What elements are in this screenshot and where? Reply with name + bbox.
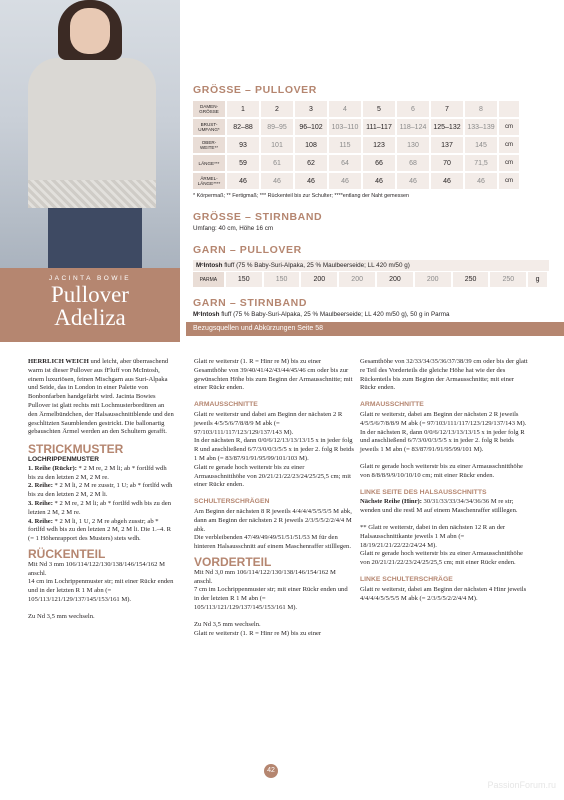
- intro-text: und leicht, aber überraschend warm ist dieser Pullover aus fFluff von McIntosh, einem luxuriösen, feinen Mischgarn aus Suri-Alpaka und Seide, das in London in einer Palette von Bonbonfarben handgefärbt wird. Jacinta Bowies Pullover ist glatt rechts mit Lochmusterbordüren an den Ärmelbündchen, der Halsausschnittblende und den geschlitzten Saumblenden gestrickt. Die ballonartig gebauschten Ärmel werden an den Schultern gerafft.: [28, 358, 174, 436]
- paragraph: ** Glatt re weiterstr, dabei in den nächsten 12 R an der Halsausschnittkante jeweils 1 M abn (= 18/19/21/21/22/22/24/24 M).: [360, 523, 506, 549]
- cell: 46: [397, 173, 429, 189]
- model-photo: [0, 0, 180, 268]
- table-row: [193, 119, 519, 135]
- cell: 1: [227, 101, 259, 117]
- cell: 64: [329, 155, 361, 171]
- cell: 6: [397, 101, 429, 117]
- section-heading: RÜCKENTEIL: [28, 546, 106, 561]
- cell: 70: [431, 155, 463, 171]
- cell: 200: [339, 272, 375, 287]
- paragraph: 14 cm im Lochrippenmuster str; mit einer Rückr enden und in der letzten R 1 M abn (= 105/113/121/129/137/145/153/161 M).: [28, 578, 174, 603]
- yarn-desc-text: fluff (75 % Baby-Suri-Alpaka, 25 % Maulbeerseide; LL 420 m/50 g), 50 g in Parma: [219, 311, 450, 318]
- cell: 103–110: [329, 119, 361, 135]
- unit-cell: g: [528, 272, 547, 287]
- cell: 66: [363, 155, 395, 171]
- source-bar: Bezugsquellen und Abkürzungen Seite 58: [186, 322, 564, 336]
- row-label: BRUST-UMFANG*: [193, 119, 225, 135]
- yarn-pullover-heading: GARN – PULLOVER: [193, 244, 302, 256]
- table-row: [193, 272, 547, 287]
- subsection-heading: LINKE SCHULTERSCHRÄGE: [360, 575, 453, 583]
- cell: 5: [363, 101, 395, 117]
- row-label: 4. Reihe:: [28, 517, 53, 525]
- cell: 150: [264, 272, 300, 287]
- size-heading: GRÖSSE – PULLOVER: [193, 84, 317, 96]
- cell: 59: [227, 155, 259, 171]
- headband-size-heading: GRÖSSE – STIRNBAND: [193, 211, 323, 223]
- yarn-desc-text: fluff (75 % Baby-Suri-Alpaka, 25 % Maulbeerseide; LL 420 m/50 g): [222, 262, 410, 269]
- intro-lead: HERRLICH WEICH: [28, 358, 89, 365]
- cell: 4: [329, 101, 361, 117]
- row-text: * 2 M re, 2 M li; ab * fortlfd wdh bis zu den letzten 2 M, 2 M re.: [28, 464, 167, 481]
- yarn-headband-heading: GARN – STIRNBAND: [193, 297, 308, 309]
- yarn-pullover-desc: [193, 260, 549, 271]
- yarn-brand: MᶜIntosh: [196, 262, 223, 269]
- cell: 61: [261, 155, 293, 171]
- paragraph: Glatt re gerade hoch weiterstr bis zu einer Armausschnitthöhe von 8/8/8/9/9/10/10/10 cm; mit einer Rückr enden.: [360, 462, 523, 479]
- yarn-brand: MᶜIntosh: [193, 311, 220, 318]
- size-table: [191, 99, 521, 191]
- row-text: 30/31/33/33/34/34/36/36 M re str; wenden und die restl M auf einem Maschenraffer stilllegen.: [360, 498, 518, 515]
- row-text: * 2 M li, 1 U, 2 M re abgeh zusstr; ab * fortlfd wdh bis zu den letzten 2 M, 2 M li. Die 1.–4. R (= 1 Höhenrapport des Musters) stets wdh.: [28, 517, 172, 543]
- row-label: Nächste Reihe (Hinr):: [360, 498, 422, 506]
- unit-cell: cm: [499, 173, 519, 189]
- cell: 7: [431, 101, 463, 117]
- cell: 46: [295, 173, 327, 189]
- cell: 101: [261, 137, 293, 153]
- cell: 125–132: [431, 119, 463, 135]
- paragraph: Glatt re gerade hoch weiterstr bis zu einer Armausschnitthöhe von 20/21/21/22/23/24/25/25,5 cm; mit einer Rückr enden.: [194, 463, 351, 489]
- cell: 71,5: [465, 155, 497, 171]
- cell: 200: [415, 272, 451, 287]
- section-heading: VORDERTEIL: [194, 554, 272, 569]
- text-column-2: [194, 358, 354, 646]
- row-label: 3. Reihe:: [28, 499, 53, 507]
- cell: 111–117: [363, 119, 395, 135]
- watermark: PassionForum.ru: [487, 780, 556, 790]
- text-column-1: [28, 358, 174, 630]
- subsection-heading: ARMAUSSCHNITTE: [194, 401, 258, 409]
- lace-hem-shape: [28, 180, 156, 208]
- row-label: DAMEN-GRÖSSE: [193, 101, 225, 117]
- page-number: 42: [264, 764, 278, 778]
- subsection-heading: ARMAUSSCHNITTE: [360, 401, 424, 409]
- subsection-heading: LOCHRIPPENMUSTER: [28, 455, 100, 463]
- cell: 96–102: [295, 119, 327, 135]
- cell: 68: [397, 155, 429, 171]
- row-instruction: [28, 482, 174, 500]
- unit-cell: cm: [499, 155, 519, 171]
- cell: 89–95: [261, 119, 293, 135]
- cell: 8: [465, 101, 497, 117]
- paragraph: Glatt re gerade hoch weiterstr bis zu einer Armausschnitthöhe von 20/21/21/22/23/24/25/25,5 cm; mit einer Rückr enden.: [360, 550, 523, 567]
- cell: 3: [295, 101, 327, 117]
- row-label: LÄNGE***: [193, 155, 225, 171]
- unit-cell: cm: [499, 119, 519, 135]
- table-row: [193, 155, 519, 171]
- pattern-title-line1: Pullover: [51, 282, 129, 307]
- cell: 200: [377, 272, 413, 287]
- paragraph: Zu Nd 3,5 mm wechseln.: [28, 612, 95, 620]
- cell: 46: [227, 173, 259, 189]
- paragraph: Gesamthöhe von 32/33/34/35/36/37/38/39 cm oder bis der glatt re Teil des Vorderteils die gleiche Höhe hat wie der des Rückenteils bis zum Beginn der Armausschnitte; mit einer Rückr enden.: [360, 358, 528, 392]
- size-panel: [193, 84, 549, 318]
- paragraph: Glatt re weiterstr, dabei am Beginn der nächsten 2 R jeweils 4/5/5/6/7/8/8/9 M abk (= 97/103/111/117/123/129/137/143 M).: [360, 410, 527, 427]
- paragraph: Glatt re weiterstr (1. R = Hinr re M) bis zu einer Gesamthöhe von 39/40/41/42/43/44/45/46 cm oder bis zur gewünschten Höhe bis zum Beginn der Armausschnitte; mit einer Rückr enden.: [194, 358, 353, 392]
- table-row: [193, 101, 519, 117]
- paragraph: Zu Nd 3,5 mm wechseln.: [194, 620, 261, 628]
- paragraph: Mit Nd 3,0 mm 106/114/122/130/138/146/154/162 M anschl.: [194, 568, 336, 585]
- row-text: * 2 M re, 2 M li; ab * fortlfd wdh bis zu den letzten 2 M, 2 M re.: [28, 499, 172, 516]
- paragraph: In der nächsten R, dann 0/0/6/12/13/13/13/15 x in jeder folg R und anschließend 6/7/3/0/0/3/5/5 x in jeder 2. folg R beids 1 M abn (= 83/87/91/91/95/99/101/103 M).: [194, 437, 354, 462]
- paragraph: [360, 498, 530, 516]
- cell: 123: [363, 137, 395, 153]
- subsection-heading: LINKE SEITE DES HALSAUSSCHNITTS: [360, 488, 487, 496]
- cell: 46: [261, 173, 293, 189]
- section-heading: STRICKMUSTER: [28, 442, 124, 457]
- headband-size-text: Umfang: 40 cm, Höhe 16 cm: [193, 225, 274, 232]
- cell: 250: [453, 272, 489, 287]
- cell: 46: [465, 173, 497, 189]
- text-column-3: [360, 358, 530, 611]
- cell: 2: [261, 101, 293, 117]
- row-instruction: [28, 518, 174, 544]
- yarn-headband-desc: [193, 311, 549, 318]
- paragraph: In der nächsten R, dann 0/0/6/12/13/13/13/15 x in jeder folg R und anschließend 6/7/3/0/0/3/5/5 x in jeder 2. folg R beids jeweils 1 M abn (= 83/87/91/91/95/99/101 M).: [360, 428, 525, 454]
- paragraph: Glatt re weiterstr und dabei am Beginn der nächsten 2 R jeweils 4/5/5/6/7/8/8/9 M abk (= 97/103/111/117/123/129/137/143 M).: [194, 410, 343, 436]
- cell: 250: [490, 272, 526, 287]
- size-footnote: * Körpermaß; ** Fertigmaß; *** Rückenteil bis zur Schulter; ****entlang der Naht gemessen: [193, 193, 410, 199]
- title-box: [0, 268, 180, 342]
- row-label: OBER-WEITE**: [193, 137, 225, 153]
- row-label: 1. Reihe (Rückr):: [28, 464, 77, 472]
- table-row: [193, 173, 519, 189]
- cell: 93: [227, 137, 259, 153]
- intro-paragraph: [28, 358, 174, 437]
- table-row: [193, 137, 519, 153]
- row-instruction: [28, 465, 174, 483]
- unit-cell: cm: [499, 137, 519, 153]
- paragraph: Mit Nd 3 mm 106/114/122/130/138/146/154/162 M anschl.: [28, 560, 165, 577]
- designer-name: JACINTA BOWIE: [48, 275, 132, 282]
- cell: 46: [363, 173, 395, 189]
- paragraph: Die verbleibenden 47/49/49/49/51/51/51/53 M für den hinteren Halsausschnitt auf einem Maschenraffer stilllegen.: [194, 534, 351, 551]
- cell: 130: [397, 137, 429, 153]
- cell: 82–88: [227, 119, 259, 135]
- row-text: * 2 M li, 2 M re zusstr, 1 U; ab * fortlfd wdh bis zu den letzten 2 M, 2 M li.: [28, 482, 173, 499]
- paragraph: Glatt re weiterstr, dabei am Beginn der nächsten 4 Hinr jeweils 4/4/4/4/5/5/5/5 M abk (= 2/3/5/5/2/2/4/4 M).: [360, 585, 527, 602]
- cell: 150: [226, 272, 262, 287]
- face-shape: [70, 8, 110, 54]
- row-label: 2. Reihe:: [28, 482, 53, 490]
- cell: 108: [295, 137, 327, 153]
- paragraph: 7 cm im Lochrippenmuster str; mit einer Rückr enden und in der letzten R 1 M abn (= 105/113/121/129/137/145/153/161 M).: [194, 586, 348, 611]
- cell: 46: [329, 173, 361, 189]
- cell: 145: [465, 137, 497, 153]
- cell: 137: [431, 137, 463, 153]
- cell: 115: [329, 137, 361, 153]
- cell: 200: [301, 272, 337, 287]
- unit-cell: [499, 101, 519, 117]
- cell: 46: [431, 173, 463, 189]
- cell: 118–124: [397, 119, 429, 135]
- pattern-title-line2: Adeliza: [54, 305, 126, 330]
- row-label: PARMA: [193, 272, 224, 287]
- parma-table: [191, 272, 549, 287]
- row-label: ÄRMEL-LÄNGE****: [193, 173, 225, 189]
- cell: 62: [295, 155, 327, 171]
- skirt-shape: [48, 208, 142, 268]
- paragraph: Glatt re weiterstr (1. R = Hinr re M) bis zu einer: [194, 629, 322, 637]
- paragraph: Am Beginn der nächsten 8 R jeweils 4/4/4/4/5/5/5/5 M abk, dann am Beginn der nächsten 2 R jeweils 2/3/5/5/2/2/4/4 M abk.: [194, 507, 352, 533]
- row-instruction: [28, 500, 174, 518]
- cell: 133–139: [465, 119, 497, 135]
- subsection-heading: SCHULTERSCHRÄGEN: [194, 498, 270, 506]
